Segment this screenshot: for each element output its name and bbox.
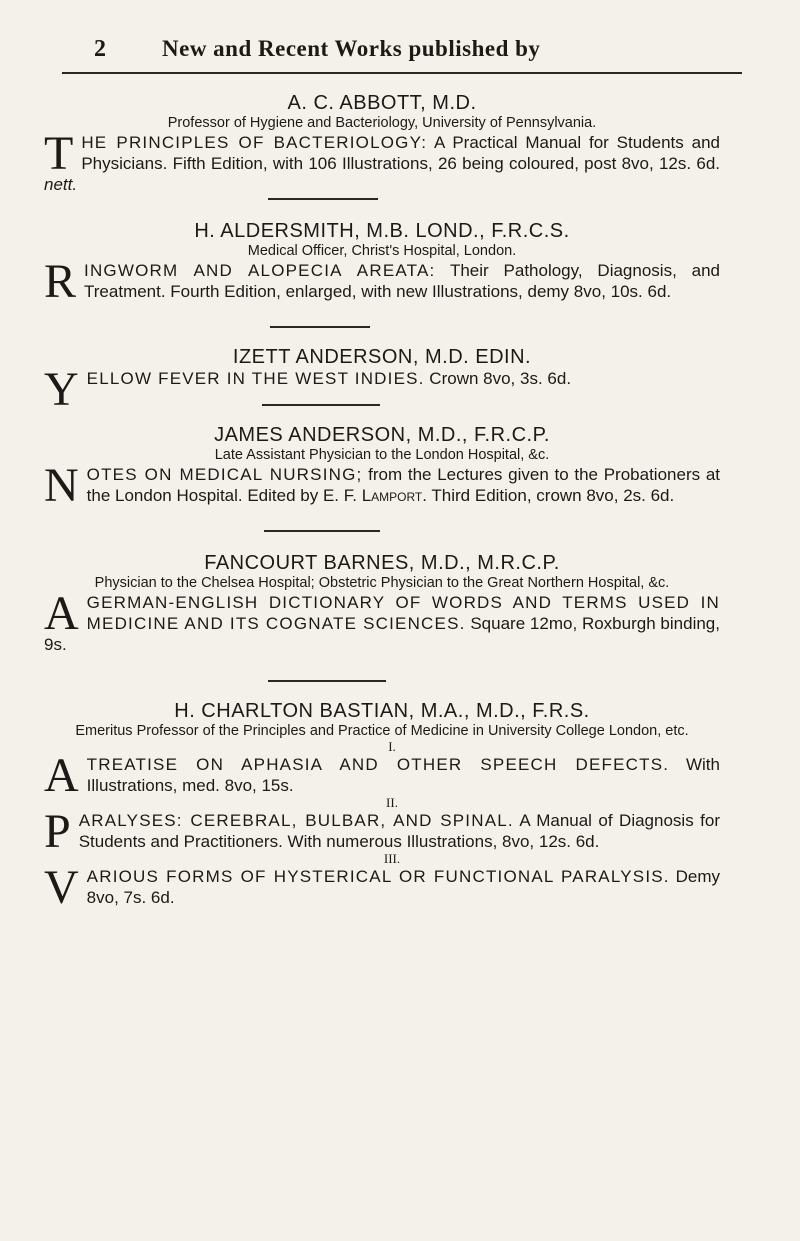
book-description bbox=[44, 805, 720, 858]
book-description bbox=[44, 459, 720, 512]
book-description bbox=[44, 587, 720, 655]
edition-price: Third Edition, crown 8vo, 2s. 6d. bbox=[426, 486, 675, 505]
book-title: ARIOUS FORMS OF HYSTERICAL OR FUNCTIONAL PARALYSIS. bbox=[86, 867, 670, 886]
book-description bbox=[44, 749, 720, 802]
editor-name: Lamport. bbox=[361, 486, 427, 505]
book-title: ELLOW FEVER IN THE WEST INDIES. bbox=[86, 369, 425, 388]
entry-fancourt-barnes bbox=[44, 552, 720, 655]
work-numeral: III. bbox=[383, 851, 401, 866]
section-divider bbox=[262, 404, 380, 406]
drop-cap: R bbox=[44, 255, 77, 308]
book-details: Demy 8vo, 7s. 6d. bbox=[86, 867, 720, 907]
book-title: ARALYSES: CEREBRAL, BULBAR, AND SPINAL. bbox=[78, 811, 514, 830]
work-numeral: I. bbox=[388, 739, 396, 754]
book-details: A Manual of Diagnosis for Students and Practitioners. With numerous Illustrations, 8vo, 12s. 6d. bbox=[78, 811, 720, 851]
entry-abbott bbox=[44, 92, 720, 195]
section-divider bbox=[268, 198, 378, 200]
price-note: nett. bbox=[44, 175, 78, 194]
author-name: H. ALDERSMITH, M.B. LOND., F.R.C.S. bbox=[194, 220, 570, 242]
header-rule bbox=[62, 72, 742, 74]
book-description bbox=[44, 861, 720, 914]
author-name: FANCOURT BARNES, M.D., M.R.C.P. bbox=[204, 552, 560, 574]
book-details: from the Lectures given to the Probationers at the London Hospital. Edited by E. F. bbox=[86, 465, 720, 505]
page-number: 2 bbox=[94, 36, 106, 62]
book-title: GERMAN-ENGLISH DICTIONARY OF WORDS AND TERMS USED IN MEDICINE AND ITS COGNATE SCIENCES. bbox=[86, 593, 720, 633]
entry-aldersmith bbox=[44, 220, 720, 308]
section-divider bbox=[270, 326, 370, 328]
drop-cap: N bbox=[44, 459, 79, 512]
book-title: TREATISE ON APHASIA AND OTHER SPEECH DEFECTS. bbox=[86, 755, 670, 774]
running-title: New and Recent Works published by bbox=[162, 36, 541, 61]
author-affiliation: Emeritus Professor of the Principles and Practice of Medicine in University College London, etc. bbox=[75, 723, 689, 739]
section-divider bbox=[264, 530, 380, 532]
entry-izett-anderson bbox=[44, 346, 720, 416]
page-header bbox=[62, 36, 742, 76]
book-title: HE PRINCIPLES OF BACTERIOLOGY: bbox=[81, 133, 428, 152]
section-divider bbox=[268, 680, 386, 682]
drop-cap: A bbox=[44, 587, 79, 640]
book-details: Crown 8vo, 3s. 6d. bbox=[424, 369, 572, 388]
entry-james-anderson bbox=[44, 424, 720, 512]
author-affiliation: Professor of Hygiene and Bacteriology, University of Pennsylvania. bbox=[167, 115, 597, 131]
author-name: JAMES ANDERSON, M.D., F.R.C.P. bbox=[214, 424, 550, 446]
author-name: A. C. ABBOTT, M.D. bbox=[287, 92, 477, 114]
drop-cap: P bbox=[44, 805, 71, 858]
author-name: IZETT ANDERSON, M.D. EDIN. bbox=[232, 346, 532, 368]
book-details: Square 12mo, Roxburgh binding, 9s. bbox=[44, 614, 720, 654]
work-numeral: II. bbox=[386, 795, 398, 810]
author-name: H. CHARLTON BASTIAN, M.A., M.D., F.R.S. bbox=[174, 700, 590, 722]
drop-cap: Y bbox=[44, 363, 79, 416]
book-description bbox=[44, 363, 720, 416]
book-description bbox=[44, 255, 720, 308]
author-affiliation: Medical Officer, Christ's Hospital, London. bbox=[247, 243, 517, 259]
author-affiliation: Late Assistant Physician to the London Hospital, &c. bbox=[214, 447, 550, 463]
author-affiliation: Physician to the Chelsea Hospital; Obstetric Physician to the Great Northern Hospital, &c. bbox=[94, 575, 670, 591]
drop-cap: T bbox=[44, 127, 74, 180]
drop-cap: A bbox=[44, 749, 79, 802]
entry-charlton-bastian bbox=[44, 700, 720, 914]
book-title: OTES ON MEDICAL NURSING; bbox=[86, 465, 363, 484]
book-details: With Illustrations, med. 8vo, 15s. bbox=[86, 755, 720, 795]
book-description bbox=[44, 127, 720, 195]
drop-cap: V bbox=[44, 861, 79, 914]
book-details: A Practical Manual for Students and Physicians. Fifth Edition, with 106 Illustrations, 26 being coloured, post 8vo, 12s. 6d. bbox=[81, 133, 720, 173]
book-details: Their Pathology, Diagnosis, and Treatment. Fourth Edition, enlarged, with new Illustrations, demy 8vo, 10s. 6d. bbox=[84, 261, 720, 301]
book-title: INGWORM AND ALOPECIA AREATA: bbox=[84, 261, 436, 280]
